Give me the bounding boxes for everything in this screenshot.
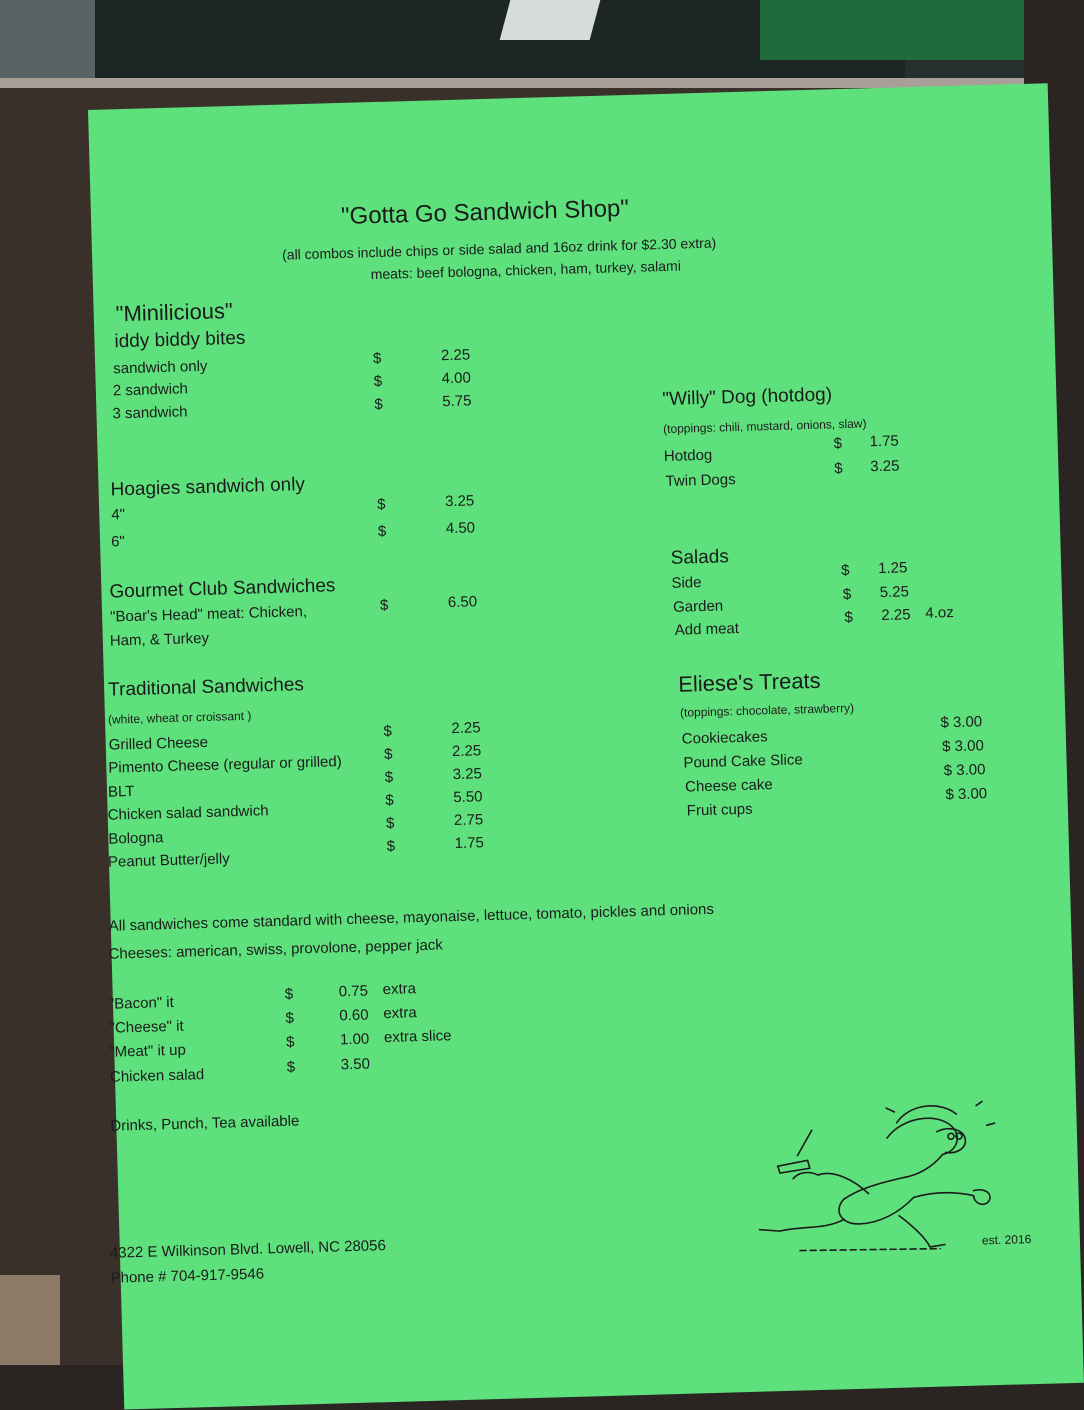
currency-sign: $ <box>385 791 394 809</box>
traditional-price: 2.25 <box>451 719 481 738</box>
currency-sign: $ <box>373 372 383 391</box>
shop-title: "Gotta Go Sandwich Shop" <box>340 194 630 230</box>
willy-item: Hotdog <box>663 446 713 466</box>
running-girl-mascot-illustration <box>736 1095 1010 1262</box>
extra-price: 0.60 <box>339 1006 369 1025</box>
menu-board-edge <box>0 78 1024 88</box>
standard-note: All sandwiches come standard with cheese, mayonaise, lettuce, tomato, pickles and onions <box>108 900 715 935</box>
treat-item: Pound Cake Slice <box>683 751 803 772</box>
currency-sign: $ <box>844 608 854 627</box>
gourmet-line: Ham, & Turkey <box>109 629 210 650</box>
currency-sign: $ <box>383 722 393 740</box>
traditional-price: 1.75 <box>454 834 485 853</box>
traditional-price: 2.25 <box>451 742 482 761</box>
currency-sign: $ <box>377 522 387 541</box>
treat-price: $ 3.00 <box>941 737 985 756</box>
extra-price: 0.75 <box>338 982 369 1001</box>
currency-sign: $ <box>833 435 843 453</box>
traditional-item: Chicken salad sandwich <box>107 802 269 824</box>
traditional-title: Traditional Sandwiches <box>107 674 305 701</box>
salad-item: Add meat <box>674 620 740 639</box>
hoagies-price: 4.50 <box>445 519 476 538</box>
cheeses-note: Cheeses: american, swiss, provolone, pepper jack <box>108 936 444 963</box>
currency-sign: $ <box>372 349 382 368</box>
minilicious-title: "Minilicious" <box>115 298 234 327</box>
treats-title: Eliese's Treats <box>677 667 821 697</box>
salads-title: Salads <box>670 546 730 569</box>
treat-price: $ 3.00 <box>940 713 983 732</box>
gourmet-title: Gourmet Club Sandwiches <box>109 575 336 603</box>
carpet-white-pattern <box>500 0 601 40</box>
extra-item: "Bacon" it <box>108 993 175 1013</box>
traditional-item: Pimento Cheese (regular or grilled) <box>108 753 342 777</box>
established: est. 2016 <box>981 1232 1032 1248</box>
currency-sign: $ <box>284 985 294 1003</box>
carpet-background <box>0 0 1024 80</box>
extra-price: 3.50 <box>340 1055 371 1074</box>
currency-sign: $ <box>384 768 394 786</box>
currency-sign: $ <box>379 596 389 615</box>
willy-note: (toppings: chili, mustard, onions, slaw) <box>662 416 867 437</box>
currency-sign: $ <box>385 814 395 832</box>
minilicious-price: 5.75 <box>442 392 472 411</box>
treats-note: (toppings: chocolate, strawberry) <box>679 700 855 720</box>
extra-suffix: extra <box>383 1004 417 1023</box>
drinks-note: Drinks, Punch, Tea available <box>110 1112 300 1135</box>
salad-item: Side <box>671 574 702 592</box>
traditional-note: (white, wheat or croissant ) <box>107 708 252 727</box>
salad-extra: 4.oz <box>925 604 954 622</box>
currency-sign: $ <box>834 460 843 478</box>
minilicious-item: 2 sandwich <box>112 380 189 400</box>
extra-item: Chicken salad <box>109 1066 205 1086</box>
currency-sign: $ <box>840 561 850 580</box>
minilicious-price: 2.25 <box>440 346 471 365</box>
salad-price: 1.25 <box>877 559 908 578</box>
traditional-price: 5.50 <box>453 788 483 807</box>
minilicious-price: 4.00 <box>441 369 472 388</box>
traditional-item: Grilled Cheese <box>108 733 209 754</box>
treat-price: $ 3.00 <box>945 785 988 804</box>
traditional-item: BLT <box>107 782 135 801</box>
currency-sign: $ <box>376 495 386 514</box>
salad-item: Garden <box>672 597 724 616</box>
carpet-green-area <box>760 0 1024 60</box>
address: 4322 E Wilkinson Blvd. Lowell, NC 28056 <box>109 1237 387 1262</box>
meats-note: meats: beef bologna, chicken, ham, turkey, salami <box>370 257 682 283</box>
treat-item: Cheese cake <box>684 776 773 796</box>
hoagies-price: 3.25 <box>444 492 475 511</box>
traditional-item: Peanut Butter/jelly <box>107 850 230 871</box>
carpet-speckle <box>0 0 95 80</box>
willy-price: 1.75 <box>869 432 899 451</box>
currency-sign: $ <box>842 585 852 604</box>
willy-price: 3.25 <box>870 457 900 476</box>
currency-sign: $ <box>285 1009 295 1027</box>
phone: Phone # 704-917-9546 <box>110 1265 265 1287</box>
hoagies-title: Hoagies sandwich only <box>110 474 306 501</box>
willy-item: Twin Dogs <box>665 471 736 491</box>
minilicious-subtitle: iddy biddy bites <box>114 327 246 353</box>
traditional-price: 2.75 <box>453 811 484 830</box>
extra-item: "Meat" it up <box>109 1041 187 1061</box>
salad-price: 2.25 <box>881 606 911 625</box>
floor-strip <box>0 1275 60 1365</box>
gourmet-line: "Boar's Head" meat: Chicken, <box>109 603 308 626</box>
gourmet-price: 6.50 <box>447 593 478 612</box>
treat-item: Fruit cups <box>686 800 753 820</box>
extra-suffix: extra <box>382 980 417 999</box>
currency-sign: $ <box>285 1033 295 1051</box>
willy-title: "Willy" Dog (hotdog) <box>662 384 833 411</box>
currency-sign: $ <box>374 395 383 414</box>
minilicious-item: 3 sandwich <box>112 403 188 423</box>
currency-sign: $ <box>383 745 393 763</box>
extra-suffix: extra slice <box>383 1027 452 1047</box>
currency-sign: $ <box>386 837 396 855</box>
extra-price: 1.00 <box>339 1030 370 1049</box>
traditional-price: 3.25 <box>452 765 483 784</box>
currency-sign: $ <box>286 1058 296 1076</box>
treat-price: $ 3.00 <box>943 761 986 780</box>
salad-price: 5.25 <box>879 583 910 602</box>
treat-item: Cookiecakes <box>681 728 768 748</box>
hoagies-item: 4" <box>111 506 126 524</box>
combo-note: (all combos include chips or side salad and 16oz drink for $2.30 extra) <box>281 234 717 263</box>
minilicious-item: sandwich only <box>113 357 208 378</box>
extra-item: "Cheese" it <box>109 1017 184 1037</box>
menu-paper <box>88 83 1084 1409</box>
traditional-item: Bologna <box>108 829 164 848</box>
hoagies-item: 6" <box>110 533 125 551</box>
